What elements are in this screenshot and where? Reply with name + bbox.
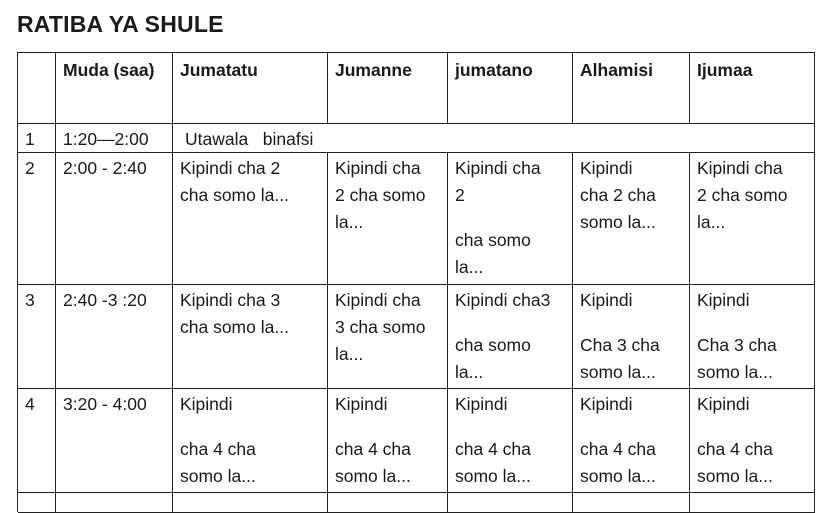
line-gap xyxy=(697,418,814,436)
header-cell xyxy=(573,53,690,124)
empty-cell xyxy=(56,493,173,513)
cell-line: Kipindi cha3 xyxy=(455,290,551,310)
empty-cell xyxy=(690,493,815,513)
cell-line: somo la... xyxy=(335,466,411,486)
line-gap xyxy=(455,209,572,227)
day-cell xyxy=(448,389,573,493)
cell-line: Kipindi xyxy=(580,158,633,178)
line-gap xyxy=(455,418,572,436)
header-label: Jumanne xyxy=(335,60,412,80)
line-gap xyxy=(180,418,327,436)
cell-line: Kipindi cha xyxy=(335,158,421,178)
merged-activity-cell xyxy=(173,124,815,153)
day-cell xyxy=(690,153,815,285)
cell-line: somo la... xyxy=(697,466,773,486)
cell-line: Kipindi cha 2 xyxy=(180,158,281,178)
time-cell xyxy=(56,153,173,285)
empty-cell xyxy=(573,493,690,513)
cell-line: Kipindi xyxy=(580,394,633,414)
empty-cell xyxy=(448,493,573,513)
empty-cell xyxy=(173,493,328,513)
cell-line: 2 cha somo xyxy=(335,185,426,205)
cell-line: la... xyxy=(697,212,726,232)
day-cell xyxy=(690,285,815,389)
row-number-cell xyxy=(18,285,56,389)
header-label: Muda (saa) xyxy=(63,60,155,80)
cell-line: Kipindi cha xyxy=(335,290,421,310)
time-cell xyxy=(56,285,173,389)
header-cell xyxy=(56,53,173,124)
day-cell xyxy=(173,285,328,389)
cell-line: somo la... xyxy=(580,212,656,232)
time-cell xyxy=(56,389,173,493)
cell-line: la... xyxy=(455,257,484,277)
cell-line: Cha 3 cha xyxy=(697,335,777,355)
day-cell xyxy=(328,389,448,493)
cell-line: Kipindi cha xyxy=(697,158,783,178)
row-number-cell xyxy=(18,389,56,493)
cell-line: 3:20 - 4:00 xyxy=(63,394,147,414)
line-gap xyxy=(455,314,572,332)
day-cell xyxy=(328,153,448,285)
cell-line: la... xyxy=(335,344,364,364)
day-cell xyxy=(573,389,690,493)
day-cell xyxy=(328,285,448,389)
header-cell xyxy=(18,53,56,124)
cell-line: Kipindi xyxy=(335,394,388,414)
line-gap xyxy=(335,418,447,436)
document-title: RATIBA YA SHULE xyxy=(17,11,224,37)
cell-line: cha somo la... xyxy=(180,185,289,205)
cell-line: somo la... xyxy=(580,362,656,382)
day-cell xyxy=(173,389,328,493)
cell-line: cha somo xyxy=(455,335,531,355)
day-cell xyxy=(573,153,690,285)
cell-line: cha somo la... xyxy=(180,317,289,337)
cell-line: 1 xyxy=(25,129,35,149)
cell-line: cha 4 cha xyxy=(580,439,656,459)
cell-line: cha 2 cha xyxy=(580,185,656,205)
cell-line: Cha 3 cha xyxy=(580,335,660,355)
cell-line: Kipindi xyxy=(580,290,633,310)
line-gap xyxy=(580,314,689,332)
line-gap xyxy=(580,418,689,436)
cell-line: cha 4 cha xyxy=(335,439,411,459)
timetable xyxy=(17,52,815,512)
cell-line: cha 4 cha xyxy=(180,439,256,459)
empty-cell xyxy=(18,493,56,513)
line-gap xyxy=(697,314,814,332)
row-number-cell xyxy=(18,124,56,153)
empty-cell xyxy=(328,493,448,513)
cell-line: Kipindi cha 3 xyxy=(180,290,281,310)
day-cell xyxy=(690,389,815,493)
cell-line: cha somo xyxy=(455,230,531,250)
cell-line: cha 4 cha xyxy=(697,439,773,459)
cell-line: 3 cha somo xyxy=(335,317,426,337)
cell-line: la... xyxy=(335,212,364,232)
day-cell xyxy=(573,285,690,389)
cell-line: 2:00 - 2:40 xyxy=(63,158,147,178)
cell-line: 4 xyxy=(25,394,35,414)
cell-line: 2 xyxy=(455,185,465,205)
day-cell xyxy=(173,153,328,285)
cell-line: Kipindi xyxy=(455,394,508,414)
header-cell xyxy=(690,53,815,124)
cell-line: Utawala binafsi xyxy=(185,129,314,149)
cell-line: 2 xyxy=(25,158,35,178)
cell-line: Kipindi xyxy=(697,394,750,414)
cell-line: Kipindi cha xyxy=(455,158,541,178)
cell-line: 1:20—2:00 xyxy=(63,129,149,149)
header-label: Jumatatu xyxy=(180,60,258,80)
day-cell xyxy=(448,285,573,389)
cell-line: somo la... xyxy=(180,466,256,486)
header-label: Alhamisi xyxy=(580,60,653,80)
cell-line: somo la... xyxy=(455,466,531,486)
time-cell xyxy=(56,124,173,153)
cell-line: Kipindi xyxy=(697,290,750,310)
header-label: jumatano xyxy=(455,60,533,80)
header-cell xyxy=(448,53,573,124)
cell-line: somo la... xyxy=(697,362,773,382)
cell-line: Kipindi xyxy=(180,394,233,414)
cell-line: somo la... xyxy=(580,466,656,486)
cell-line: 2:40 -3 :20 xyxy=(63,290,147,310)
cell-line: 2 cha somo xyxy=(697,185,788,205)
row-number-cell xyxy=(18,153,56,285)
cell-line: 3 xyxy=(25,290,35,310)
cell-line: la... xyxy=(455,362,484,382)
cell-line: cha 4 cha xyxy=(455,439,531,459)
header-cell xyxy=(173,53,328,124)
header-label: Ijumaa xyxy=(697,60,753,80)
day-cell xyxy=(448,153,573,285)
header-cell xyxy=(328,53,448,124)
